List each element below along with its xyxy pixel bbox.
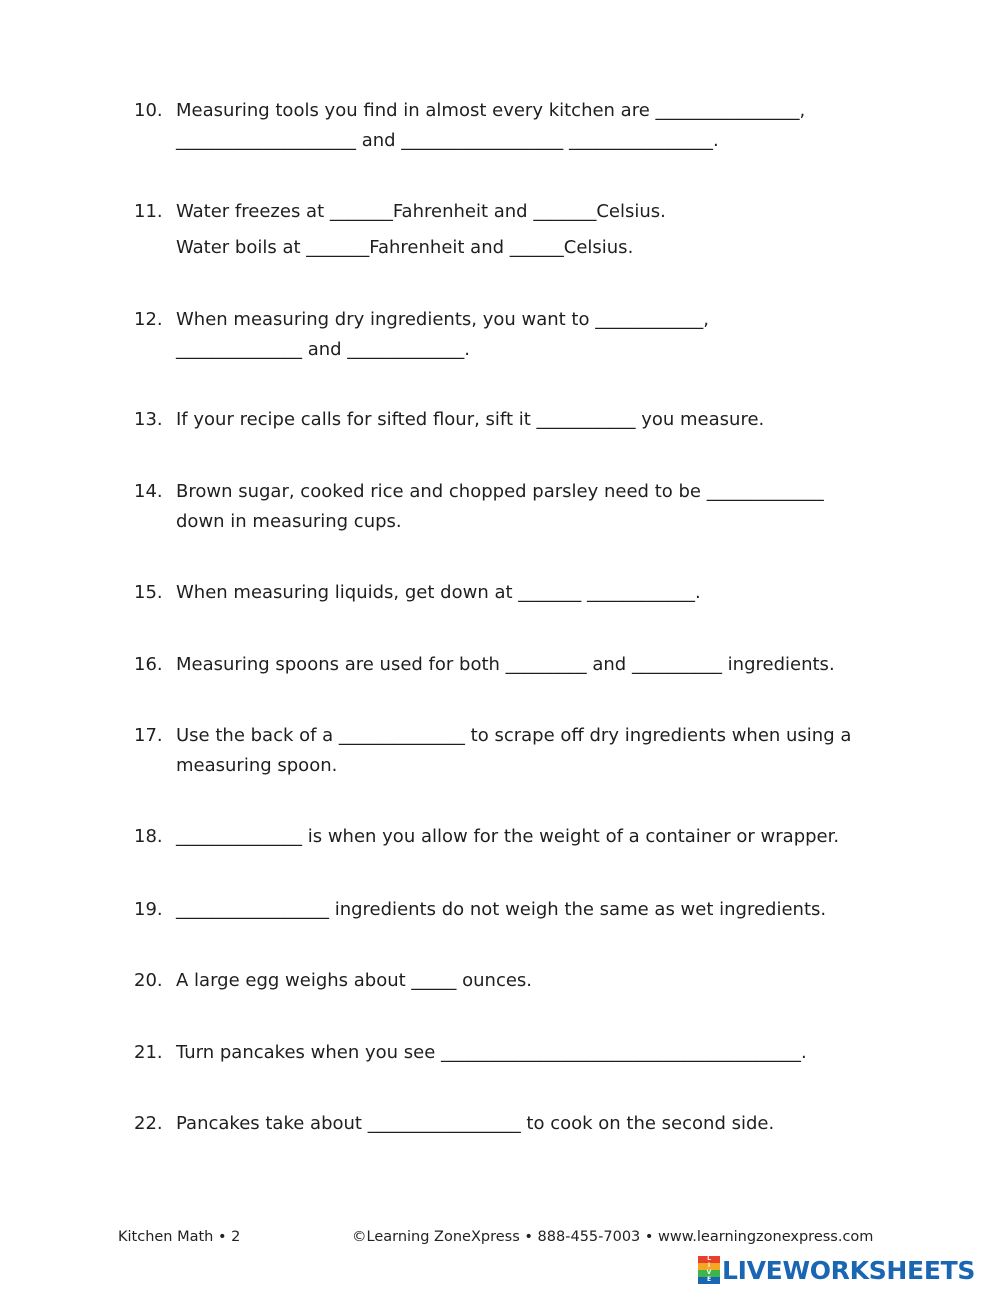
question-text: Water boils at _______Fahrenheit and ______Celsius. <box>176 237 634 258</box>
mark-block-i: I <box>698 1263 720 1270</box>
mark-block-v: V <box>698 1270 720 1277</box>
question-text: measuring spoon. <box>176 755 338 776</box>
question-number: 16. <box>134 654 163 675</box>
question-text: Use the back of a ______________ to scrape off dry ingredients when using a <box>176 725 852 746</box>
footer-left: Kitchen Math • 2 <box>118 1229 241 1245</box>
question-number: 12. <box>134 309 163 330</box>
question-text: When measuring dry ingredients, you want to ____________, <box>176 309 709 330</box>
question-text: Brown sugar, cooked rice and chopped parsley need to be _____________ <box>176 481 824 502</box>
question-text: ______________ and _____________. <box>176 339 471 360</box>
question-text: Measuring spoons are used for both _________ and __________ ingredients. <box>176 654 835 675</box>
question-text: Pancakes take about _________________ to cook on the second side. <box>176 1113 775 1134</box>
question-number: 17. <box>134 725 163 746</box>
mark-block-l: L <box>698 1256 720 1263</box>
footer-right: ©Learning ZoneXpress • 888-455-7003 • www.learningzonexpress.com <box>352 1229 874 1245</box>
question-text: If your recipe calls for sifted flour, sift it ___________ you measure. <box>176 409 765 430</box>
question-number: 15. <box>134 582 163 603</box>
question-text: A large egg weighs about _____ ounces. <box>176 970 533 991</box>
liveworksheets-wordmark: LIVEWORKSHEETS <box>722 1255 976 1285</box>
question-text: Turn pancakes when you see ________________________________________. <box>176 1042 807 1063</box>
mark-block-e: E <box>698 1277 720 1284</box>
question-number: 18. <box>134 826 163 847</box>
liveworksheets-logo <box>698 1256 975 1284</box>
liveworksheets-mark-icon <box>698 1256 720 1284</box>
question-text: _________________ ingredients do not weigh the same as wet ingredients. <box>176 899 827 920</box>
question-number: 21. <box>134 1042 163 1063</box>
question-number: 11. <box>134 201 163 222</box>
question-text: Water freezes at _______Fahrenheit and _______Celsius. <box>176 201 666 222</box>
question-number: 14. <box>134 481 163 502</box>
question-number: 19. <box>134 899 163 920</box>
question-text: ____________________ and __________________ ________________. <box>176 130 719 151</box>
question-text: Measuring tools you find in almost every kitchen are ________________, <box>176 100 806 121</box>
question-number: 10. <box>134 100 163 121</box>
question-number: 13. <box>134 409 163 430</box>
question-text: down in measuring cups. <box>176 511 402 532</box>
question-text: When measuring liquids, get down at _______ ____________. <box>176 582 701 603</box>
question-number: 20. <box>134 970 163 991</box>
question-text: ______________ is when you allow for the weight of a container or wrapper. <box>176 826 840 847</box>
question-number: 22. <box>134 1113 163 1134</box>
